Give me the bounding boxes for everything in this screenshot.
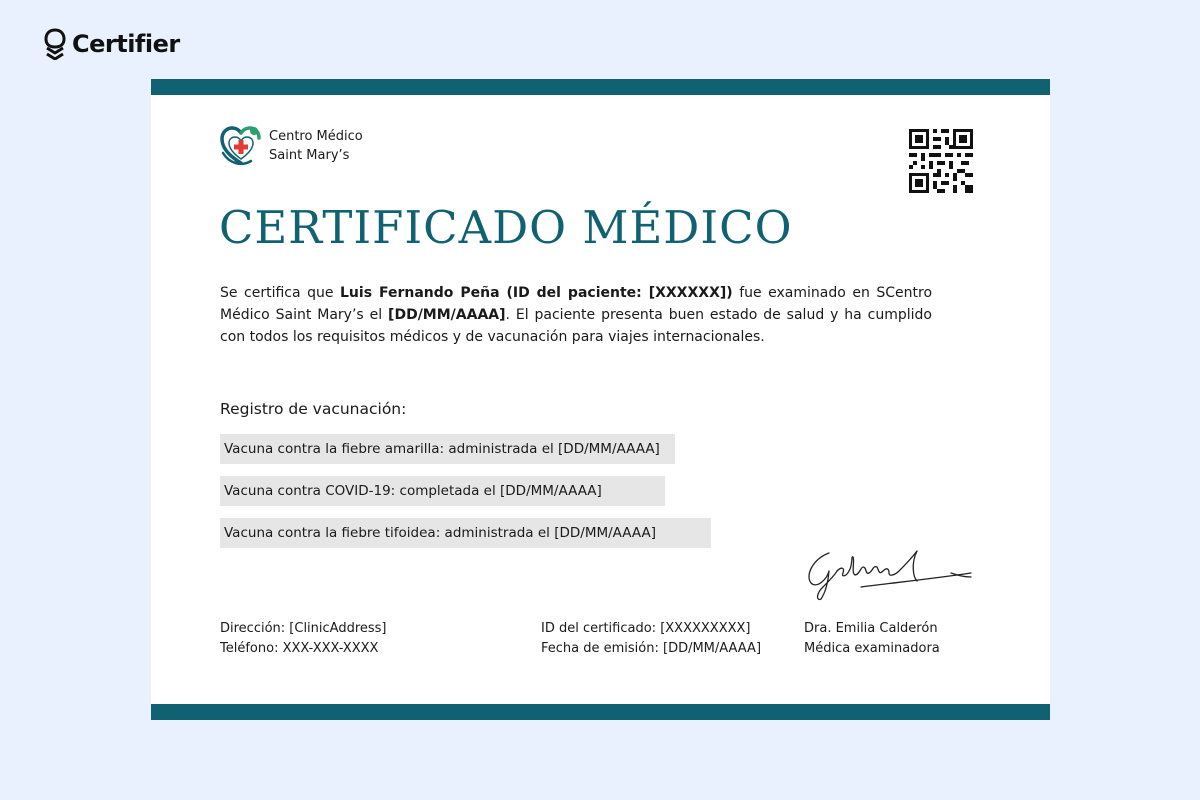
clinic-logo bbox=[219, 123, 363, 169]
signature-icon bbox=[801, 543, 976, 605]
clinic-name-line1: Centro Médico bbox=[269, 129, 363, 144]
brand-name: Certifier bbox=[72, 30, 180, 58]
certifier-logo-icon bbox=[44, 28, 66, 60]
patient-name-id: Luis Fernando Peña (ID del paciente: [XXXXXX]) bbox=[340, 285, 733, 301]
medical-certificate bbox=[151, 79, 1050, 720]
vaccination-item-covid19: Vacuna contra COVID-19: completada el [DD/MM/AAAA] bbox=[220, 476, 665, 506]
certificate-id: ID del certificado: [XXXXXXXXX] bbox=[541, 621, 751, 636]
certificate-details bbox=[541, 619, 761, 658]
vaccination-item-yellow-fever: Vacuna contra la fiebre amarilla: administrada el [DD/MM/AAAA] bbox=[220, 434, 675, 464]
certifier-brand[interactable] bbox=[44, 28, 180, 60]
doctor-name: Dra. Emilia Calderón bbox=[804, 621, 938, 636]
exam-date: [DD/MM/AAAA] bbox=[388, 307, 506, 323]
doctor-role: Médica examinadora bbox=[804, 640, 940, 656]
clinic-name-line2: Saint Mary’s bbox=[269, 148, 350, 163]
intro-part1: Se certifica que bbox=[220, 285, 341, 301]
issue-date: Fecha de emisión: [DD/MM/AAAA] bbox=[541, 640, 762, 656]
qr-code-icon bbox=[909, 129, 973, 193]
bottom-accent-band bbox=[151, 704, 1050, 720]
intro-part2: fue examinado en SCentro Médico Saint Mary’s el bbox=[220, 285, 933, 323]
heart-cross-logo-icon bbox=[219, 123, 263, 169]
top-accent-band bbox=[151, 79, 1050, 95]
clinic-address: Dirección: [ClinicAddress] bbox=[220, 621, 387, 636]
vaccination-record-title: Registro de vacunación: bbox=[220, 400, 407, 418]
doctor-info bbox=[804, 619, 940, 658]
clinic-contact bbox=[220, 619, 387, 658]
certification-statement bbox=[220, 282, 932, 348]
intro-part3: . El paciente presenta buen estado de salud y ha cumplido con todos los requisitos médicos y de vacunación para viajes internacionales. bbox=[220, 307, 932, 345]
certificate-title: CERTIFICADO MÉDICO bbox=[219, 201, 793, 254]
clinic-phone: Teléfono: XXX-XXX-XXXX bbox=[220, 640, 379, 656]
vaccination-item-typhoid: Vacuna contra la fiebre tifoidea: administrada el [DD/MM/AAAA] bbox=[220, 518, 711, 548]
